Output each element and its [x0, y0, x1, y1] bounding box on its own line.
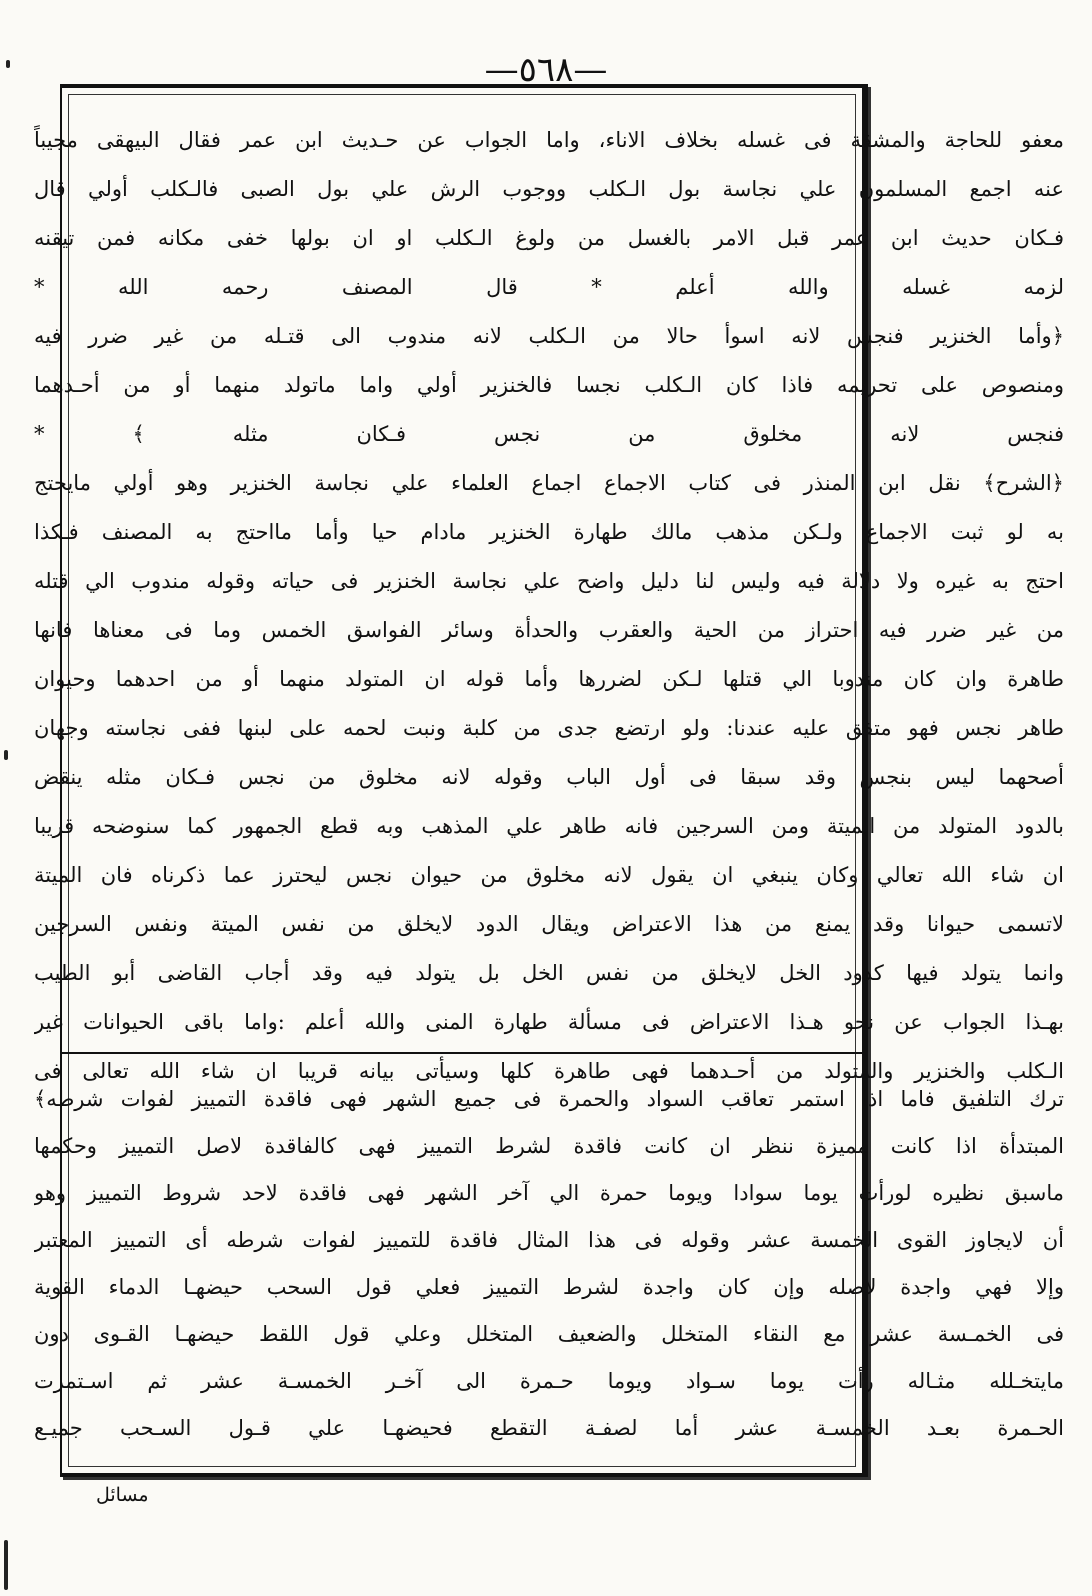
footnote-line: مايتخـلله مثـاله رأت يوما سـواد ويوما حـمرة الى آخـر الخمسـة عشر ثم اسـتمرت	[34, 1369, 1064, 1393]
main-text-line: لاتسمى حيوانا وقد يمنع من هذا الاعتراض ويقال الدود لايخلق من نفس الميتة ونفس السرجين	[34, 912, 1064, 936]
main-text-line: ﴿الشرح﴾ نقل ابن المنذر فى كتاب الاجماع اجماع العلماء علي نجاسة الخنزير وهو أولي مايحتج	[34, 471, 1064, 495]
footnote-line: ترك التلفيق فاما اذا استمر تعاقب السواد والحمرة فى جميع الشهر فهى فاقدة التمييز لفوات شرطه﴾	[34, 1087, 1064, 1111]
main-text-line: ان شاء الله تعالي وكان ينبغي ان يقول لانه مخلوق من حيوان نجس ليحترز عما ذكرناه فان الميتة	[34, 863, 1064, 887]
main-text-line: طاهرة وان كان مندوبا الي قتلها لـكن لضررها وأما قوله ان المتولد منهما أو من احدهما وحيوان	[34, 667, 1064, 691]
footnote-line: فى الخمـسة عشر مع النقاء المتخلل والضعيف المتخلل وعلي قول اللقط حيضهـا القـوى دون	[34, 1322, 1064, 1346]
main-text-line: احتج به غيره ولا دلالة فيه وليس لنا دليل واضح علي نجاسة الخنزير فى حياته وقوله مندوب الي قتله	[34, 569, 1064, 593]
main-text	[34, 116, 1064, 1096]
footnote-line: ماسبق نظيره لورأت يوما سوادا ويوما حمرة الي آخر الشهر فهى فاقدة لاحد شروط التمييز وهو	[34, 1181, 1064, 1205]
page-number: —٥٦٨—	[484, 50, 608, 90]
margin-mark-top	[6, 60, 10, 68]
main-text-line: فنجس لانه مخلوق من نجس فـكان مثله ﴾ *	[34, 422, 1064, 446]
main-text-line: لزمه غسله والله أعلم * قال المصنف رحمه الله *	[34, 275, 1064, 299]
footnote-line: الحـمرة بعـد الخمسـة عشر أما لصفـة التقطع فحيضهـا علي قـول السـحب جميـع	[34, 1416, 1064, 1440]
main-text-line: أصحهما ليس بنجس وقد سبقا فى أول الباب وقوله لانه مخلوق من نجس فـكان مثله ينقض	[34, 765, 1064, 789]
main-text-line: وانما يتولد فيها كدود الخل لايخلق من نفس الخل بل يتولد فيه وقد أجاب القاضى أبو الطيب	[34, 961, 1064, 985]
footnote-line: المبتدأة اذا كانت مميزة ننظر ان كانت فاقدة لشرط التمييز فهى كالفاقدة لاصل التمييز وحكمها	[34, 1134, 1064, 1158]
main-text-line: به لو ثبت الاجماع ولـكن مذهب مالك طهارة الخنزير مادام حيا وأما مااحتج به المصنف فـكذا	[34, 520, 1064, 544]
footnote-text	[34, 1076, 1064, 1452]
margin-mark-middle	[4, 750, 8, 760]
footnote-line: وإلا فهي واجدة لاصله وإن كان واجدة لشرط التمييز فعلي قول السحب حيضهـا الدماء القوية	[34, 1275, 1064, 1299]
main-text-line: عنه اجمع المسلمون علي نجاسة بول الـكلب ووجوب الرش علي بول الصبى فالـكلب أولي قال	[34, 177, 1064, 201]
main-text-line: ﴿وأما الخنزير فنجس لانه اسوأ حالا من الـكلب لانه مندوب الى قتـله من غير ضرر فيه	[34, 324, 1064, 348]
footnote-line: أن لايجاوز القوى الخمسة عشر وقوله فى هذا المثال فاقدة للتمييز لفوات شرطه أى التمييز المعتبر	[34, 1228, 1064, 1252]
footnote-separator	[60, 1052, 862, 1054]
main-text-line: بالدود المتولد من الميتة ومن السرجين فانه طاهر علي المذهب وبه قطع الجمهور كما سنوضحه قريبا	[34, 814, 1064, 838]
main-text-line: الـكلب والخنزير والمتولد من أحـدهما فهى طاهرة كلها وسيأتى بيانه قريبا ان شاء الله تعالى فى	[34, 1059, 1064, 1083]
main-text-line: فـكان حديث ابن عمر قبل الامر بالغسل من ولوغ الـكلب او ان بولها خفى مكانه فمن تيقنه	[34, 226, 1064, 250]
catchword: مسائل	[96, 1484, 149, 1506]
main-text-line: معفو للحاجة والمشقة فى غسله بخلاف الاناء، واما الجواب عن حـديث ابن عمر فقال البيهقى مجيباً	[34, 128, 1064, 152]
main-text-line: من غير ضرر فيه احتراز من الحية والعقرب والحدأة وسائر الفواسق الخمس وما فى معناها فانها	[34, 618, 1064, 642]
main-text-line: ومنصوص على تحريمه فاذا كان الـكلب نجسا فالخنزير أولي واما ماتولد منهما أو من أحـدهما	[34, 373, 1064, 397]
main-text-line: بهـذا الجواب عن نحو هـذا الاعتراض فى مسألة طهارة المنى والله أعلم :واما باقى الحيوانات غير	[34, 1010, 1064, 1034]
margin-mark-bottom	[4, 1540, 8, 1590]
main-text-line: طاهر نجس فهو متفق عليه عندنا: ولو ارتضع جدى من كلبة ونبت لحمه على لبنها ففى نجاسته وجهان	[34, 716, 1064, 740]
